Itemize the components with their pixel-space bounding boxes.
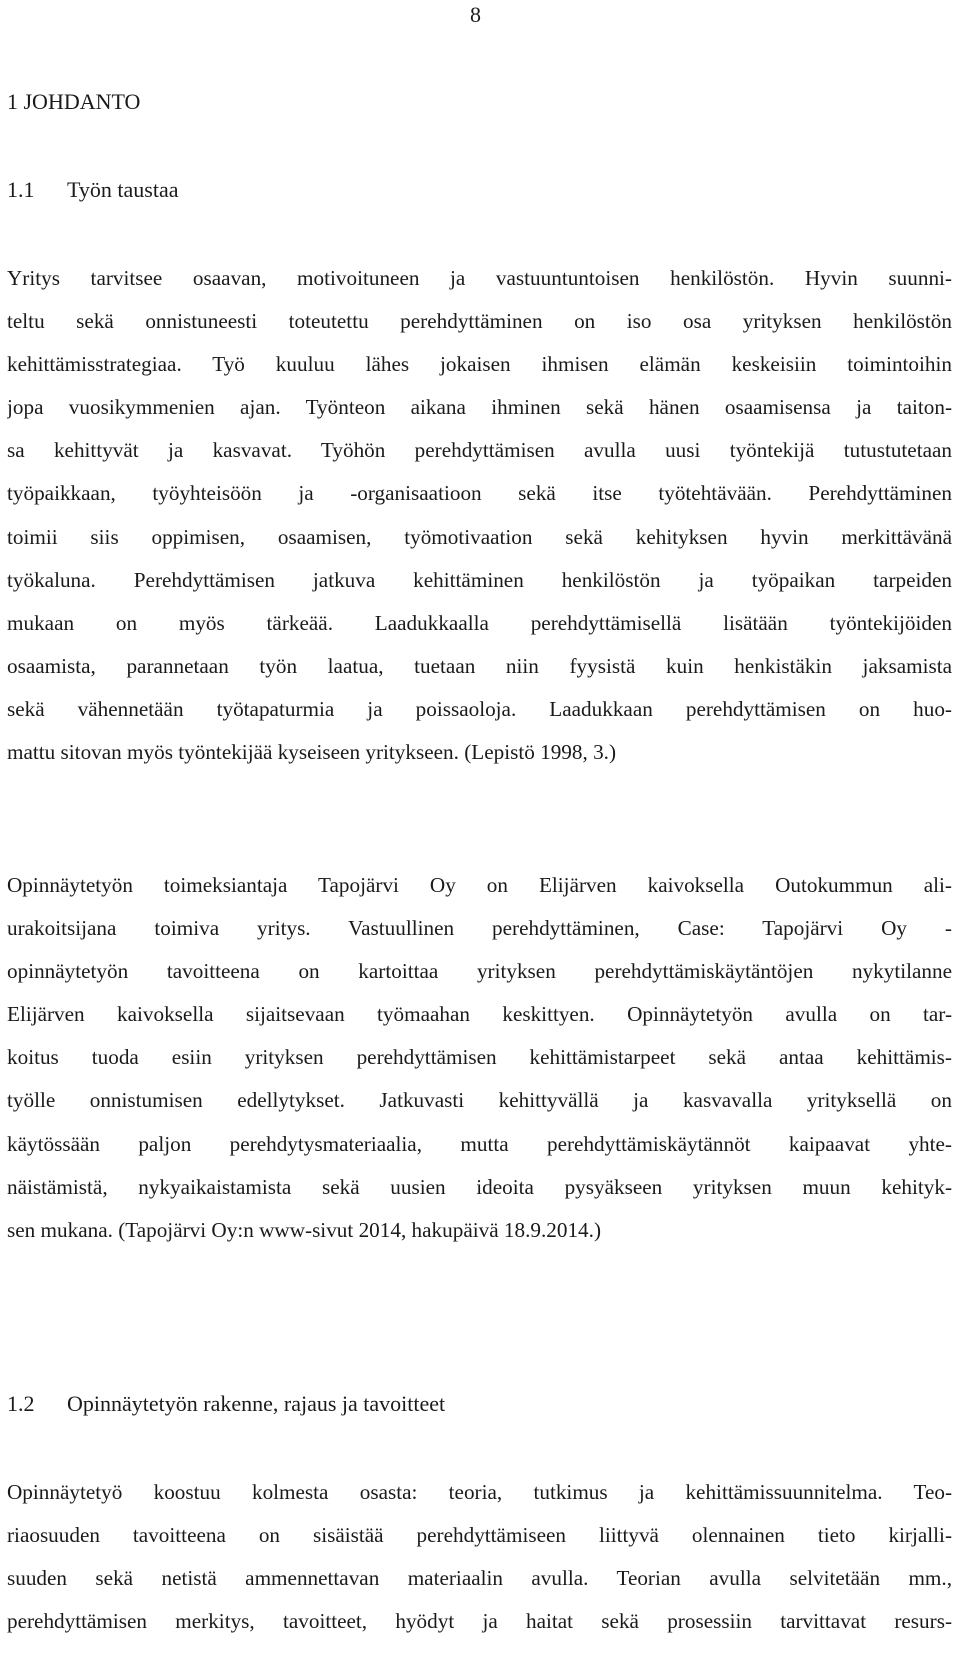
paragraph-line: Opinnäytetyö koostuu kolmesta osasta: teoria, tutkimus ja kehittämissuunnitelma. Teo- bbox=[7, 1480, 952, 1504]
paragraph-2 bbox=[7, 864, 952, 1252]
paragraph-line: suuden sekä netistä ammennettavan materiaalin avulla. Teorian avulla selvitetään mm., bbox=[7, 1566, 952, 1591]
paragraph-line: työpaikkaan, työyhteisöön ja -organisaatioon sekä itse työtehtävään. Perehdyttäminen bbox=[7, 481, 952, 506]
section-title: Opinnäytetyön rakenne, rajaus ja tavoitteet bbox=[67, 1391, 446, 1416]
paragraph-line: Opinnäytetyön toimeksiantaja Tapojärvi Oy on Elijärven kaivoksella Outokummun ali- bbox=[7, 873, 952, 897]
paragraph-line: näistämistä, nykyaikaistamista sekä uusien ideoita pysyäkseen yrityksen muun kehityk- bbox=[7, 1174, 952, 1199]
paragraph-line: toimii siis oppimisen, osaamisen, työmotivaation sekä kehityksen hyvin merkittävänä bbox=[7, 524, 952, 549]
paragraph-line: jopa vuosikymmenien ajan. Työnteon aikana ihminen sekä hänen osaamisensa ja taiton- bbox=[7, 395, 952, 420]
page-number: 8 bbox=[470, 2, 481, 27]
paragraph-line: osaamista, parannetaan työn laatua, tuetaan niin fyysistä kuin henkistäkin jaksamista bbox=[7, 653, 952, 678]
section-heading-1-1 bbox=[7, 175, 178, 205]
chapter-heading: 1 JOHDANTO bbox=[7, 89, 141, 114]
section-number: 1.2 bbox=[7, 1391, 35, 1416]
paragraph-line: riaosuuden tavoitteena on sisäistää perehdyttämiseen liittyvä olennainen tieto kirjalli- bbox=[7, 1523, 952, 1548]
paragraph-line: perehdyttämisen merkitys, tavoitteet, hyödyt ja haitat sekä prosessiin tarvittavat resurs- bbox=[7, 1609, 952, 1634]
paragraph-line: mattu sitovan myös työntekijää kyseiseen yritykseen. (Lepistö 1998, 3.) bbox=[7, 740, 617, 765]
paragraph-line: Yritys tarvitsee osaavan, motivoituneen ja vastuuntuntoisen henkilöstön. Hyvin suunni- bbox=[7, 266, 952, 290]
paragraph-line: työlle onnistumisen edellytykset. Jatkuvasti kehittyvällä ja kasvavalla yrityksellä on bbox=[7, 1088, 952, 1113]
paragraph-line: opinnäytetyön tavoitteena on kartoittaa yrityksen perehdyttämiskäytäntöjen nykytilanne bbox=[7, 959, 952, 984]
paragraph-line: sa kehittyvät ja kasvavat. Työhön perehdyttämisen avulla uusi työntekijä tutustutetaan bbox=[7, 438, 952, 463]
paragraph-line: sen mukana. (Tapojärvi Oy:n www-sivut 2014, hakupäivä 18.9.2014.) bbox=[7, 1217, 602, 1242]
paragraph-line: urakoitsijana toimiva yritys. Vastuullinen perehdyttäminen, Case: Tapojärvi Oy - bbox=[7, 916, 952, 941]
paragraph-3 bbox=[7, 1471, 952, 1643]
paragraph-line: mukaan on myös tärkeää. Laadukkaalla perehdyttämisellä lisätään työntekijöiden bbox=[7, 610, 952, 635]
paragraph-line: työkaluna. Perehdyttämisen jatkuva kehittäminen henkilöstön ja työpaikan tarpeiden bbox=[7, 567, 952, 592]
paragraph-line: sekä vähennetään työtapaturmia ja poissaoloja. Laadukkaan perehdyttämisen on huo- bbox=[7, 696, 952, 721]
section-title: Työn taustaa bbox=[67, 177, 179, 202]
paragraph-line: koitus tuoda esiin yrityksen perehdyttämisen kehittämistarpeet sekä antaa kehittämis- bbox=[7, 1045, 952, 1070]
section-heading-1-2 bbox=[7, 1389, 445, 1419]
paragraph-line: teltu sekä onnistuneesti toteutettu perehdyttäminen on iso osa yrityksen henkilöstön bbox=[7, 309, 952, 334]
paragraph-1 bbox=[7, 257, 952, 774]
section-number: 1.1 bbox=[7, 177, 35, 202]
paragraph-line: Elijärven kaivoksella sijaitsevaan työmaahan keskittyen. Opinnäytetyön avulla on tar- bbox=[7, 1002, 952, 1027]
paragraph-line: kehittämisstrategiaa. Työ kuuluu lähes jokaisen ihmisen elämän keskeisiin toimintoihin bbox=[7, 352, 952, 377]
paragraph-line: käytössään paljon perehdytysmateriaalia, mutta perehdyttämiskäytännöt kaipaavat yhte- bbox=[7, 1131, 952, 1156]
